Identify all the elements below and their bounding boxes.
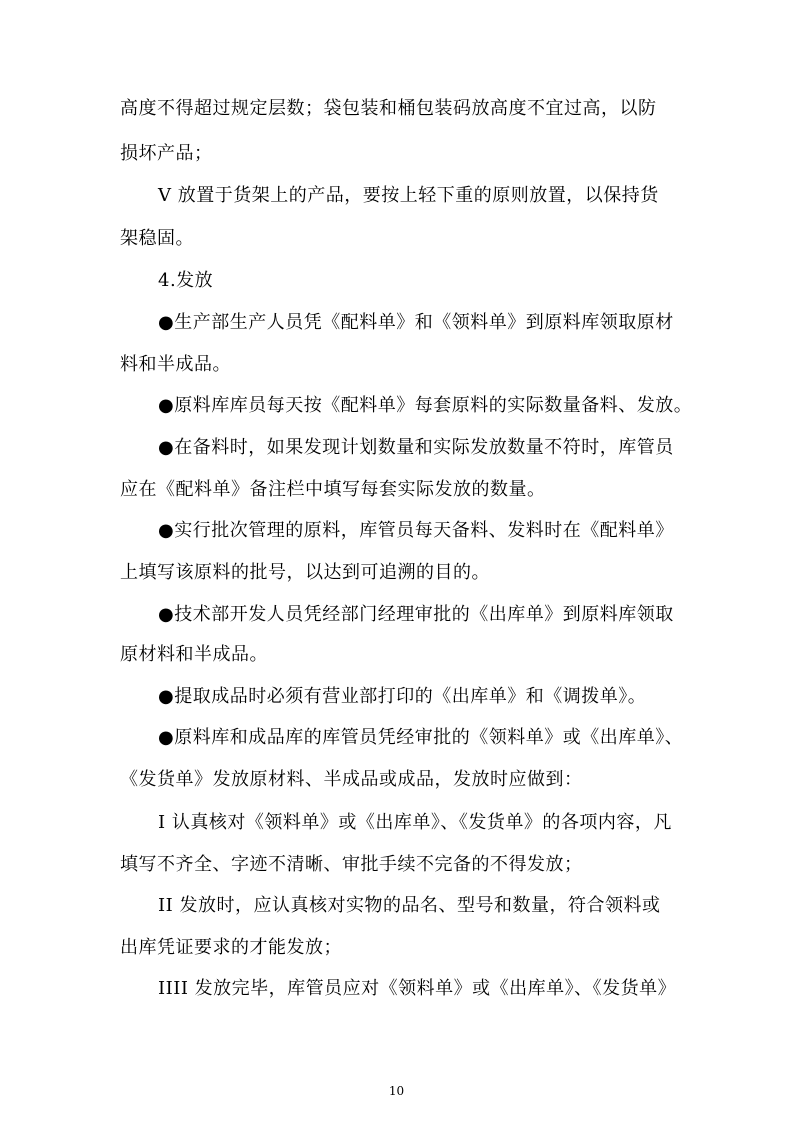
page-number: 10 bbox=[388, 1084, 405, 1098]
text-line: 损坏产品； bbox=[120, 143, 213, 164]
text-line: ●实行批次管理的原料，库管员每天备料、发料时在《配料单》 bbox=[158, 520, 674, 541]
text-line: ●原料库和成品库的库管员凭经审批的《领料单》或《出库单》、 bbox=[158, 727, 684, 748]
text-line: 出库凭证要求的才能发放； bbox=[120, 937, 342, 958]
section-heading: 4.发放 bbox=[158, 270, 214, 291]
text-line: 上填写该原料的批号，以达到可追溯的目的。 bbox=[120, 562, 490, 583]
text-line: V 放置于货架上的产品，要按上轻下重的原则放置，以保持货 bbox=[158, 185, 659, 206]
text-line: ●原料库库员每天按《配料单》每套原料的实际数量备料、发放。 bbox=[158, 395, 693, 416]
text-line: ●提取成品时必须有营业部打印的《出库单》和《调拨单》。 bbox=[158, 686, 647, 707]
text-line: 高度不得超过规定层数；袋包装和桶包装码放高度不宜过高，以防 bbox=[120, 98, 657, 119]
text-line: ●技术部开发人员凭经部门经理审批的《出库单》到原料库领取 bbox=[158, 604, 674, 625]
text-line: ●在备料时，如果发现计划数量和实际发放数量不符时，库管员 bbox=[158, 437, 674, 458]
text-line: I 认真核对《领料单》或《出库单》、《发货单》的各项内容，凡 bbox=[158, 812, 672, 833]
text-line: IIII 发放完毕，库管员应对《领料单》或《出库单》、《发货单》 bbox=[158, 978, 677, 999]
text-line: 《发货单》发放原材料、半成品或成品，发放时应做到： bbox=[120, 769, 583, 790]
text-line: 填写不齐全、字迹不清晰、审批手续不完备的不得发放； bbox=[120, 854, 583, 875]
text-line: 应在《配料单》备注栏中填写每套实际发放的数量。 bbox=[120, 479, 546, 500]
text-line: 料和半成品。 bbox=[120, 354, 231, 375]
text-line: II 发放时，应认真核对实物的品名、型号和数量，符合领料或 bbox=[158, 895, 661, 916]
text-line: 架稳固。 bbox=[120, 228, 194, 249]
text-line: ●生产部生产人员凭《配料单》和《领料单》到原料库领取原材 bbox=[158, 312, 674, 333]
text-line: 原材料和半成品。 bbox=[120, 644, 268, 665]
